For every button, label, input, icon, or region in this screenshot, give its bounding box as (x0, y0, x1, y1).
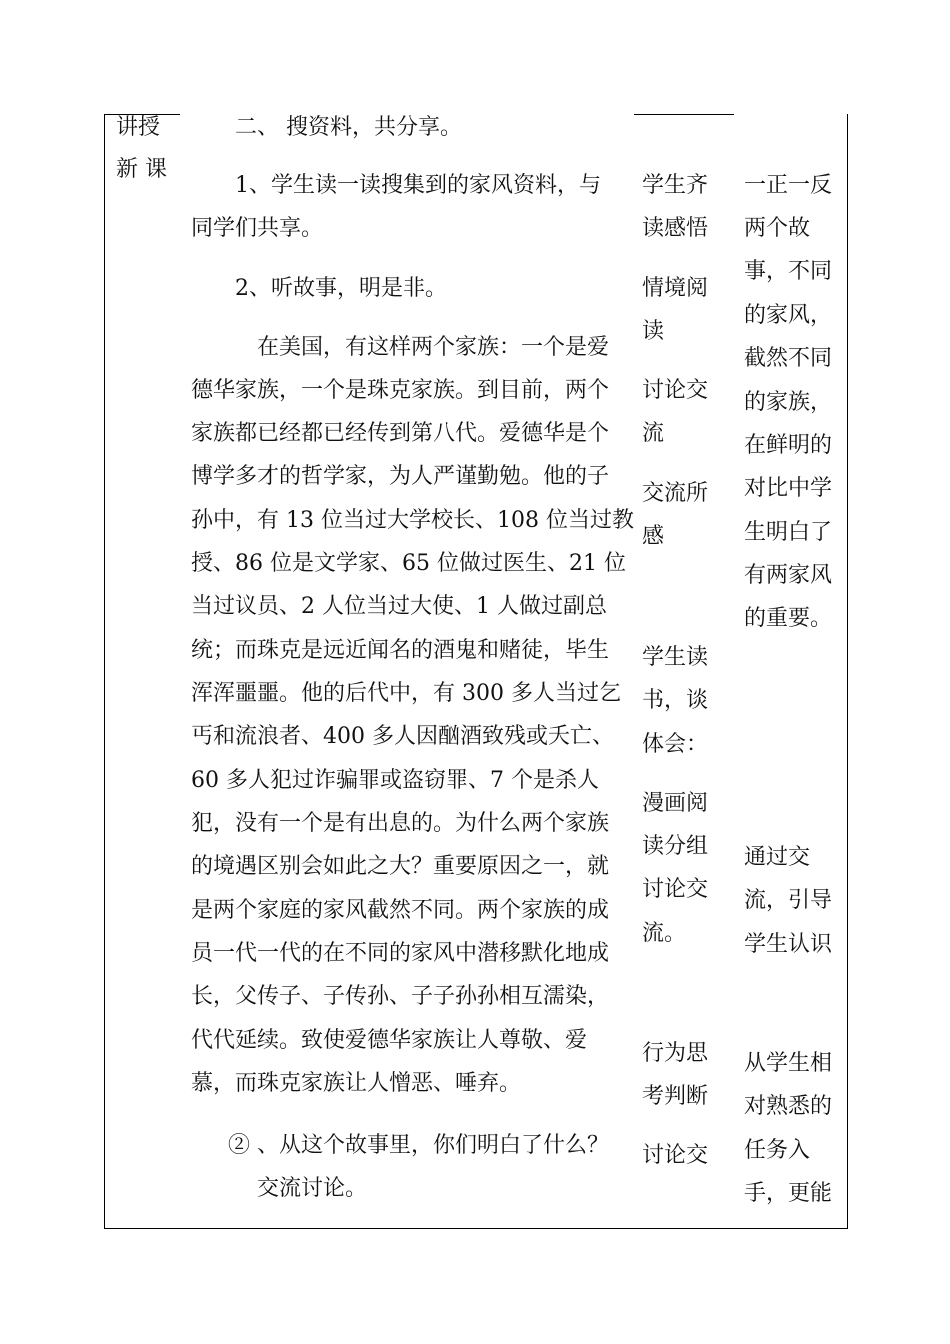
activity-line: 讨论交 (642, 378, 709, 403)
activity-line: 读 (642, 319, 665, 344)
activity-line: 流。 (642, 921, 687, 946)
item1-line2: 同学们共享。 (191, 216, 324, 241)
story-line: 家族都已经都已经传到第八代。爱德华是个 (191, 421, 610, 446)
activity-line: 漫画阅 (642, 791, 709, 816)
stage-label-1: 讲授 (116, 115, 161, 140)
story-line: 员一代一代的在不同的家风中潜移默化地成 (191, 941, 610, 966)
intent-line: 流，引导 (744, 888, 833, 913)
story-line: 授、86 位是文学家、65 位做过医生、21 位 (191, 551, 626, 576)
activity-line: 讨论交 (642, 1143, 709, 1168)
intent-line: 的重要。 (744, 606, 833, 631)
story-line: 60 多人犯过诈骗罪或盗窃罪、7 个是杀人 (191, 768, 599, 793)
intent-line: 的家族， (744, 390, 833, 415)
story-line: 丐和流浪者、400 多人因酗酒致残或夭亡、 (191, 724, 614, 749)
activity-line: 体会： (642, 732, 709, 757)
item1-line1: 1、学生读一读搜集到的家风资料，与 (235, 173, 601, 198)
story-line: 在美国，有这样两个家族：一个是爱 (257, 335, 610, 360)
intent-line: 任务入 (744, 1138, 811, 1163)
story-line: 浑浑噩噩。他的后代中，有 300 多人当过乞 (191, 681, 621, 706)
question-line1: ② 、从这个故事里，你们明白了什么？ (228, 1133, 609, 1158)
story-line: 当过议员、2 人位当过大使、1 人做过副总 (191, 594, 607, 619)
intent-line: 截然不同 (744, 346, 833, 371)
activity-line: 流 (642, 421, 665, 446)
story-line: 犯，没有一个是有出息的。为什么两个家族 (191, 811, 610, 836)
activity-line: 考判断 (642, 1084, 709, 1109)
story-line: 德华家族，一个是珠克家族。到目前，两个 (191, 378, 610, 403)
item2: 2、听故事，明是非。 (235, 276, 447, 301)
story-line: 是两个家庭的家风截然不同。两个家族的成 (191, 898, 610, 923)
stage-label-2: 新 课 (116, 157, 167, 182)
intent-line: 学生认识 (744, 932, 833, 957)
activity-line: 读分组 (642, 834, 709, 859)
intent-line: 两个故 (744, 216, 811, 241)
story-line: 孙中，有 13 位当过大学校长、108 位当过教 (191, 508, 634, 533)
story-line: 长，父传子、子传孙、子子孙孙相互濡染， (191, 984, 610, 1009)
intent-line: 的家风， (744, 303, 833, 328)
activity-line: 情境阅 (642, 276, 709, 301)
activity-line: 交流所 (642, 481, 709, 506)
intent-line: 事，不同 (744, 259, 833, 284)
activity-line: 学生齐 (642, 173, 709, 198)
activity-line: 讨论交 (642, 877, 709, 902)
intent-line: 在鲜明的 (744, 433, 833, 458)
activity-line: 学生读 (642, 645, 709, 670)
activity-line: 读感悟 (642, 216, 709, 241)
intent-line: 一正一反 (744, 173, 833, 198)
activity-line: 行为思 (642, 1041, 709, 1066)
intent-line: 手，更能 (744, 1181, 833, 1206)
intent-line: 通过交 (744, 845, 811, 870)
story-line: 慕，而珠克家族让人憎恶、唾弃。 (191, 1071, 522, 1096)
story-line: 的境遇区别会如此之大？重要原因之一，就 (191, 854, 610, 879)
activity-line: 书，谈 (642, 688, 709, 713)
intent-line: 对比中学 (744, 476, 833, 501)
story-line: 博学多才的哲学家，为人严谨勤勉。他的子 (191, 464, 610, 489)
table-top-border-right (634, 114, 734, 115)
section-heading: 二、 搜资料，共分享。 (235, 115, 462, 140)
lesson-table (104, 114, 848, 1229)
story-line: 统；而珠克是远近闻名的酒鬼和赌徒，毕生 (191, 638, 610, 663)
intent-line: 生明白了 (744, 520, 833, 545)
question-line2: 交流讨论。 (257, 1176, 368, 1201)
intent-line: 有两家风 (744, 563, 833, 588)
activity-line: 感 (642, 524, 665, 549)
story-line: 代代延续。致使爱德华家族让人尊敬、爱 (191, 1028, 588, 1053)
intent-line: 对熟悉的 (744, 1094, 833, 1119)
intent-line: 从学生相 (744, 1051, 833, 1076)
